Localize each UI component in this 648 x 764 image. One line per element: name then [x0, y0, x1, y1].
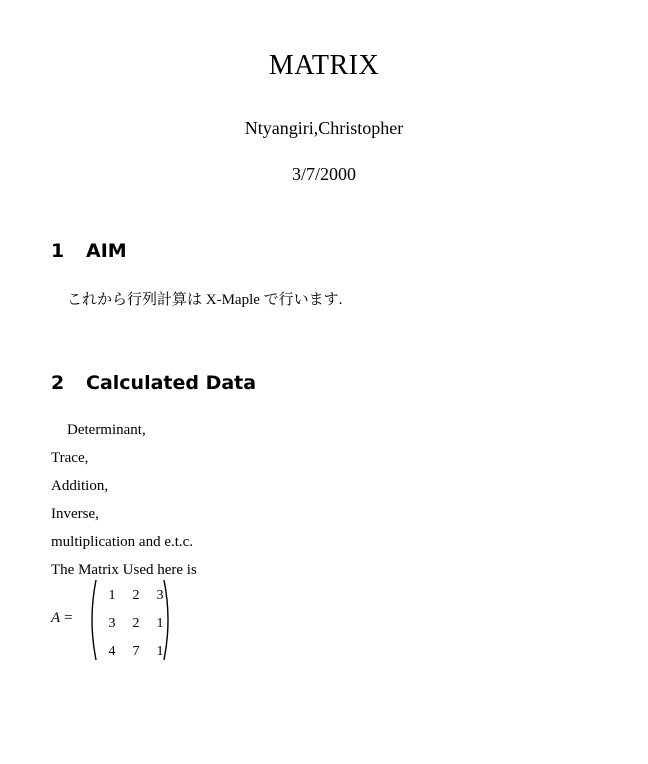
matrix-cell: 3 [108, 616, 116, 631]
matrix-name: A [51, 610, 61, 626]
right-parenthesis-icon [162, 578, 174, 662]
text-line-trace: Trace, [51, 450, 89, 466]
document-author: Ntyangiri,Christopher [244, 118, 404, 138]
aim-paragraph: これから行列計算は X-Maple で行います. [67, 292, 343, 308]
section-title: Calculated Data [86, 372, 257, 394]
text-line-inverse: Inverse, [51, 506, 99, 522]
matrix-label [51, 610, 73, 627]
text-line-determinant: Determinant, [67, 422, 146, 438]
matrix-cell: 4 [108, 644, 116, 659]
matrix-cell: 7 [132, 644, 140, 659]
matrix-cell: 1 [156, 616, 164, 631]
matrix-equals: = [64, 610, 73, 626]
section-number: 1 [51, 240, 65, 262]
document-date: 3/7/2000 [291, 164, 356, 184]
text-line-addition: Addition, [51, 478, 109, 494]
matrix-a [86, 578, 174, 662]
section-title: AIM [86, 240, 127, 262]
matrix-cell: 2 [132, 588, 140, 603]
left-parenthesis-icon [86, 578, 98, 662]
matrix-cell: 1 [156, 644, 164, 659]
matrix-cell: 1 [108, 588, 116, 603]
matrix-cell: 3 [156, 588, 164, 603]
document-title: MATRIX [268, 50, 380, 81]
text-line-matrix-intro: The Matrix Used here is [51, 562, 197, 578]
section-heading-aim [51, 240, 127, 262]
section-heading-calculated-data [51, 372, 256, 394]
text-line-multiplication: multiplication and e.t.c. [51, 534, 194, 550]
matrix-cell: 2 [132, 616, 140, 631]
section-number: 2 [51, 372, 65, 394]
